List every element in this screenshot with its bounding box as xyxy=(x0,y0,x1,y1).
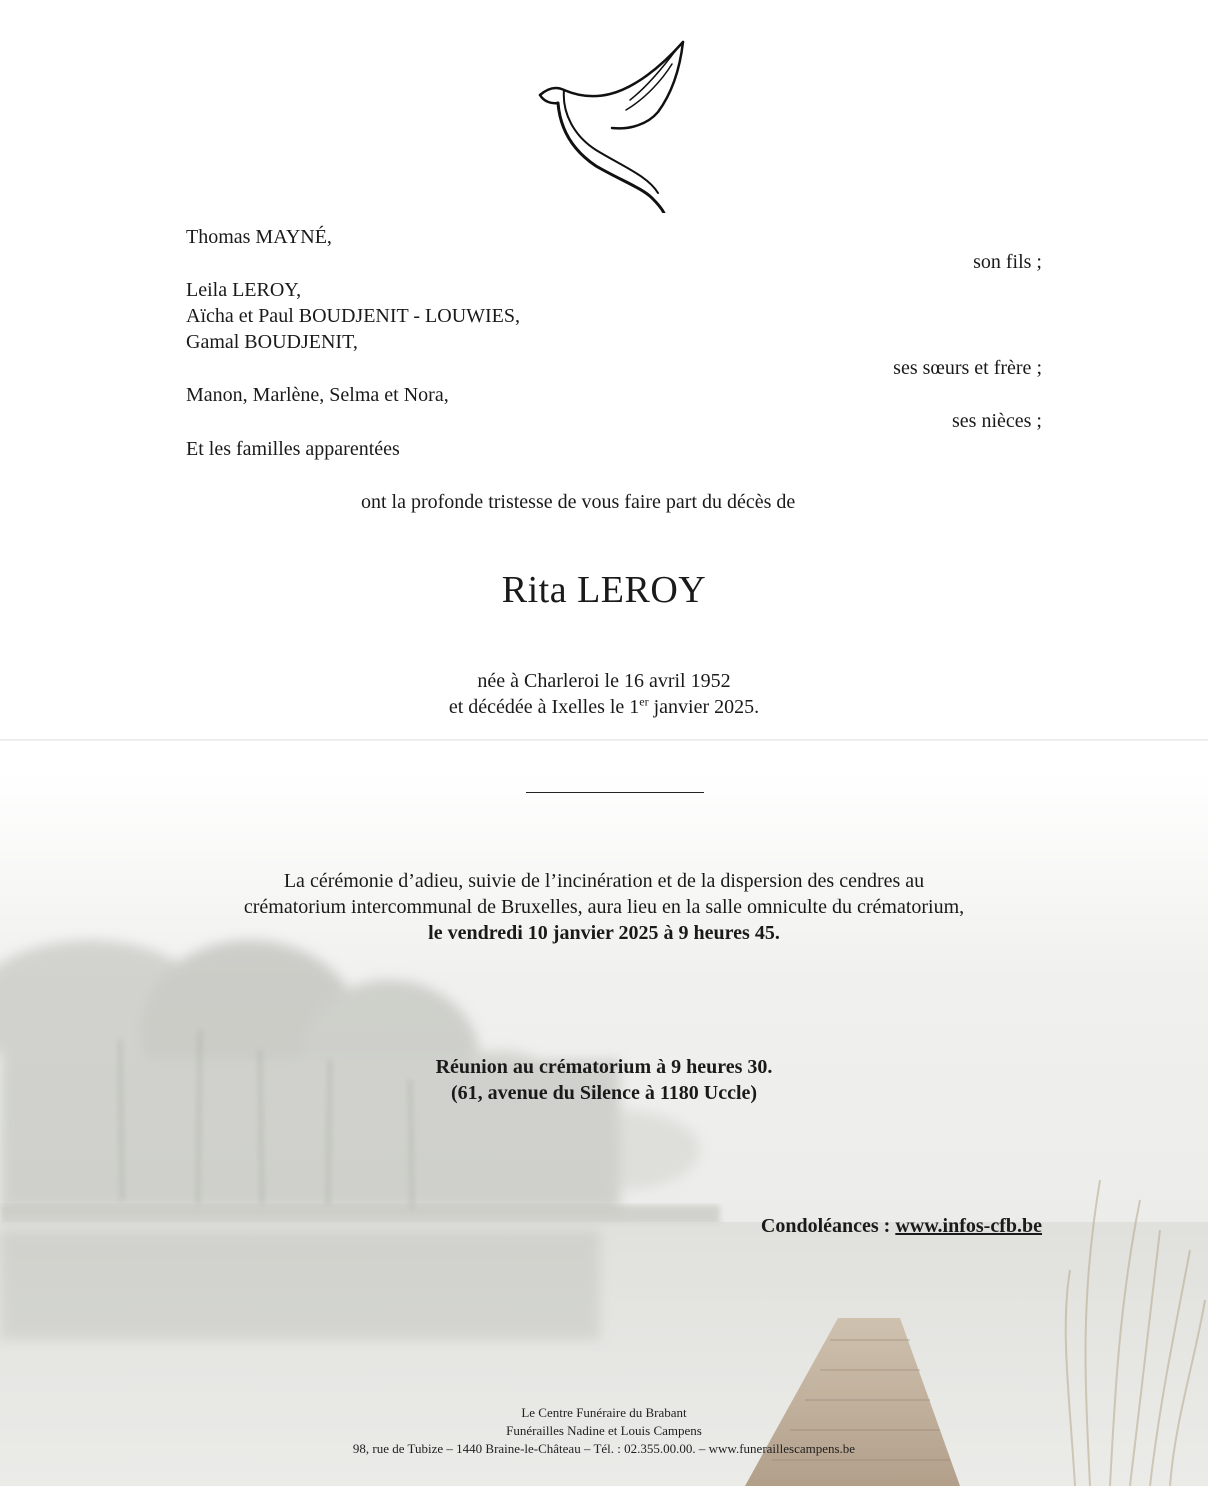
death-line-prefix: et décédée à Ixelles le 1 xyxy=(448,696,640,718)
footer-line-3: 98, rue de Tubize – 1440 Braine-le-Château – Tél. : 02.355.00.00. – www.funeraillescampens.be xyxy=(352,1441,856,1456)
son-role: son fils ; xyxy=(973,251,1042,273)
condolences-label: Condoléances : xyxy=(760,1215,896,1237)
nieces-names: Manon, Marlène, Selma et Nora, xyxy=(186,384,449,406)
announcement-line: ont la profonde tristesse de vous faire part du décès de xyxy=(361,491,796,513)
sibling-1: Leila LEROY, xyxy=(186,279,302,301)
death-line-suffix: janvier 2025. xyxy=(648,696,760,718)
footer-line-2: Funérailles Nadine et Louis Campens xyxy=(506,1423,702,1438)
son-name: Thomas MAYNÉ, xyxy=(186,226,332,248)
condolences-line xyxy=(761,1213,1042,1239)
deceased-name: Rita LEROY xyxy=(501,569,707,611)
sibling-3: Gamal BOUDJENIT, xyxy=(186,331,358,353)
nieces-role: ses nièces ; xyxy=(952,410,1042,432)
dove-icon xyxy=(530,38,695,213)
footer-line-1: Le Centre Funéraire du Brabant xyxy=(521,1405,687,1420)
meeting-time: Réunion au crématorium à 9 heures 30. xyxy=(435,1056,773,1078)
paper-fold-line xyxy=(0,739,1208,741)
relatives-line: Et les familles apparentées xyxy=(186,438,400,460)
separator-rule xyxy=(526,792,704,793)
ceremony-line-2: crématorium intercommunal de Bruxelles, aura lieu en la salle omniculte du crématorium, xyxy=(243,896,965,918)
ceremony-line-1: La cérémonie d’adieu, suivie de l’incinération et de la dispersion des cendres au xyxy=(283,870,925,892)
sibling-2: Aïcha et Paul BOUDJENIT - LOUWIES, xyxy=(186,305,521,327)
condolences-link[interactable]: www.infos-cfb.be xyxy=(895,1215,1042,1237)
death-line-superscript: er xyxy=(639,694,649,709)
ceremony-date: le vendredi 10 janvier 2025 à 9 heures 45. xyxy=(428,922,780,944)
meeting-address: (61, avenue du Silence à 1180 Uccle) xyxy=(450,1082,758,1104)
siblings-role: ses sœurs et frère ; xyxy=(893,357,1042,379)
birth-line: née à Charleroi le 16 avril 1952 xyxy=(477,670,731,692)
death-line xyxy=(0,694,1208,720)
